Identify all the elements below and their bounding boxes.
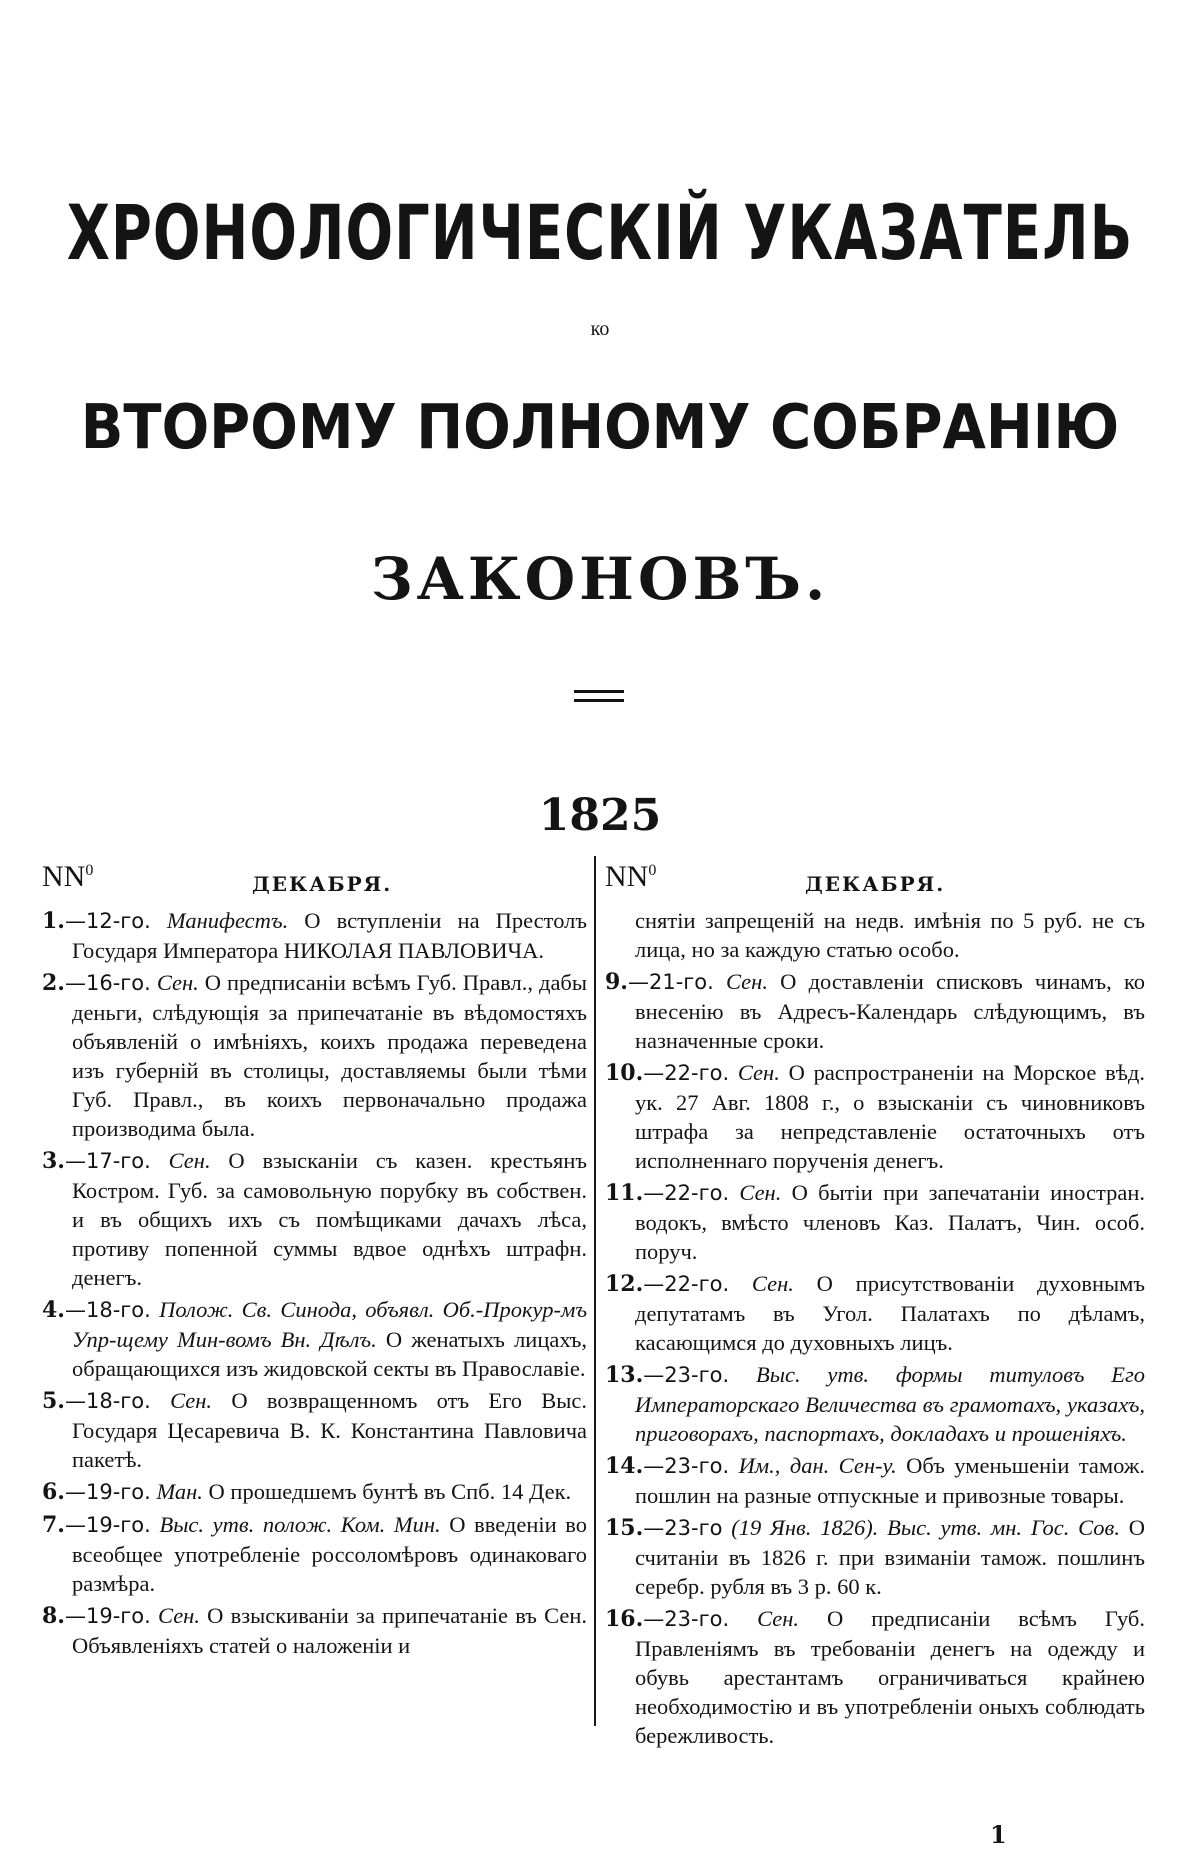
column-divider <box>594 856 596 1726</box>
year-heading: 1825 <box>538 790 662 841</box>
list-item: 16.—23-го. Сен. О предписаніи всѣмъ Губ. Правленіямъ въ требованіи денегъ на одежду и обувь арестантамъ ограничиваться крайнею необходимостію и въ употребленіи оныхъ соблюдать бережливость. <box>605 1606 1145 1748</box>
list-item: 7.—19-го. Выс. утв. полож. Ком. Мин. О введеніи во всеобщее употребленіе россоломѣровъ одинаковаго размѣра. <box>42 1512 588 1596</box>
list-item: 3.—17-го. Сен. О взысканіи съ казен. крестьянъ Костром. Губ. за самовольную порубку въ собствен. и въ общихъ ихъ съ помѣщиками дачахъ лѣса, противу попенной суммы вдвое однѣхъ штрафн. денегъ. <box>42 1148 587 1290</box>
list-item: 4.—18-го. Полож. Св. Синода, объявл. Об.-Прокур-мъ Упр-щему Мин-вомъ Вн. Дѣлъ. О женатыхъ лицахъ, обращающихся изъ жидовской секты въ Православіе. <box>42 1297 588 1381</box>
month-label: ДЕКАБРЯ. <box>805 872 946 896</box>
list-item: 13.—23-го. Выс. утв. формы титуловъ Его Императорскаго Величества въ грамотахъ, указахъ, приговорахъ, паспортахъ, докладахъ и прошеніяхъ. <box>605 1362 1146 1446</box>
nn-label: $NN^0$ <box>42 860 94 893</box>
right-column-header <box>605 856 1145 906</box>
list-item: 10.—22-го. Сен. О распространеніи на Морское вѣд. ук. 27 Авг. 1808 г., о взысканіи съ чиновниковъ штрафа за непредставленіе остаточныхъ отъ исполненнаго порученія денегъ. <box>605 1060 1145 1173</box>
left-column <box>42 856 587 1663</box>
page-number: 1 <box>990 1820 1007 1849</box>
month-label: ДЕКАБРЯ. <box>252 872 393 896</box>
right-column <box>605 856 1145 1753</box>
nn-label: $NN^0$ <box>605 860 657 893</box>
list-item: 8.—19-го. Сен. О взыскиваніи за припечатаніе въ Сен. Объявленіяхъ статей о наложеніи и <box>42 1603 588 1658</box>
double-rule <box>574 690 624 708</box>
left-column-header <box>42 856 587 906</box>
title-line-2: ко <box>590 318 610 340</box>
list-item: 6.—19-го. Ман. О прошедшемъ бунтѣ въ Спб. 14 Дек. <box>42 1479 572 1505</box>
list-item: 15.—23-го (19 Янв. 1826). Выс. утв. мн. Гос. Сов. О считаніи въ 1826 г. при взиманіи тамож. пошлинъ серебр. рубля въ 3 р. 60 к. <box>605 1515 1145 1599</box>
list-item: 2.—16-го. Сен. О предписаніи всѣмъ Губ. Правл., дабы деньги, слѣдующія за припечатаніе въ вѣдомостяхъ объявленій о имѣніяхъ, коихъ продажа переведена изъ губерній въ столицы, доставляемы были тѣми Губ. Правл., въ коихъ первоначально продажа производима была. <box>42 970 587 1141</box>
title-line-1: ХРОНОЛОГИЧЕСКІЙ УКАЗАТЕЛЬ <box>66 190 1134 278</box>
list-item: 5.—18-го. Сен. О возвращенномъ отъ Его Выс. Государя Цесаревича В. К. Константина Павловича пакетѣ. <box>42 1388 588 1472</box>
continued-entry-text: снятіи запрещеній на недв. имѣнія по 5 руб. не съ лица, но за каждую статью особо. <box>635 908 1145 962</box>
list-item: 14.—23-го. Им., дан. Сен-у. Объ уменьшеніи тамож. пошлин на разные отпускные и привозные товары. <box>605 1453 1146 1508</box>
list-item: 1.—12-го. Манифестъ. О вступленіи на Престолъ Государя Императора НИКОЛАЯ ПАВЛОВИЧА. <box>42 908 588 963</box>
title-line-4: ЗАКОНОВЪ. <box>370 545 830 613</box>
list-item: 12.—22-го. Сен. О присутствованіи духовнымъ депутатамъ въ Угол. Палатахъ по дѣламъ, касающимся до духовныхъ лицъ. <box>605 1271 1146 1355</box>
list-item: 9.—21-го. Сен. О доставленіи списковъ чинамъ, ко внесенію въ Адресъ-Календарь слѣдующимъ, въ назначенные сроки. <box>605 969 1146 1053</box>
list-item: 11.—22-го. Сен. О бытіи при запечатаніи иностран. водокъ, вмѣсто членовъ Каз. Палатъ, Чин. особ. поруч. <box>605 1180 1146 1264</box>
title-line-3: ВТОРОМУ ПОЛНОМУ СОБРАНІЮ <box>80 392 1120 464</box>
